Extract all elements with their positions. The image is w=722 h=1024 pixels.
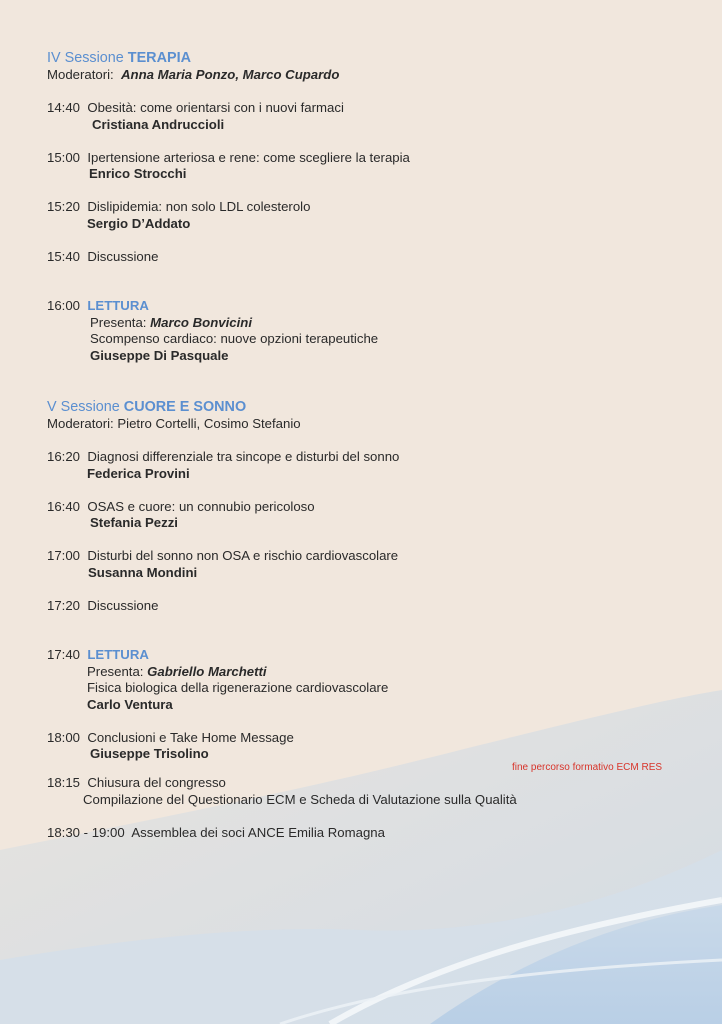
chiusura-title: Chiusura del congresso	[87, 775, 226, 790]
assemblea-title: Assemblea dei soci ANCE Emilia Romagna	[131, 825, 385, 840]
talk-title: Discussione	[87, 598, 159, 613]
talk-time: 15:40	[47, 249, 81, 264]
session4-prefix: IV Sessione	[47, 50, 124, 66]
talk-row	[47, 598, 158, 614]
assemblea-row	[47, 825, 385, 841]
talk-speaker: Enrico Strocchi	[89, 166, 187, 181]
talk-time: 15:00	[47, 150, 81, 165]
talk-time: 16:20	[47, 449, 81, 464]
talk-title: OSAS e cuore: un connubio pericoloso	[87, 499, 315, 514]
talk-time: 15:20	[47, 199, 81, 214]
lecture-presenter-line	[87, 664, 267, 680]
lecture-presenter: Marco Bonvicini	[150, 315, 252, 330]
chiusura-row	[47, 775, 226, 791]
session4-moderators	[47, 67, 339, 83]
talk-row	[47, 249, 158, 265]
talk-speaker: Cristiana Andruccioli	[92, 117, 225, 132]
lecture-speaker: Giuseppe Di Pasquale	[90, 348, 229, 363]
talk-row	[47, 548, 398, 564]
session4-title: TERAPIA	[127, 50, 191, 66]
talk-title: Dislipidemia: non solo LDL colesterolo	[87, 199, 311, 214]
session5-moderators: Moderatori: Pietro Cortelli, Cosimo Stefanio	[47, 416, 301, 431]
moderators-label: Moderatori:	[47, 67, 114, 82]
moderators-names: Anna Maria Ponzo, Marco Cupardo	[121, 67, 340, 82]
session4-heading	[47, 50, 191, 66]
presenta-label: Presenta:	[87, 664, 144, 679]
lecture-time: 17:40	[47, 647, 81, 662]
talk-row	[47, 199, 310, 215]
lecture-row	[47, 647, 149, 663]
conclusions-speaker: Giuseppe Trisolino	[90, 746, 209, 761]
talk-title: Obesità: come orientarsi con i nuovi farmaci	[87, 100, 344, 115]
talk-speaker: Susanna Mondini	[88, 565, 198, 580]
lecture-title: Fisica biologica della rigenerazione cardiovascolare	[87, 680, 389, 695]
talk-speaker: Stefania Pezzi	[90, 515, 178, 530]
talk-title: Disturbi del sonno non OSA e rischio cardiovascolare	[87, 548, 399, 563]
chiusura-time: 18:15	[47, 775, 81, 790]
conclusions-title: Conclusioni e Take Home Message	[87, 730, 294, 745]
talk-row	[47, 100, 344, 116]
lecture-presenter: Gabriello Marchetti	[147, 664, 267, 679]
lecture-label: LETTURA	[87, 298, 149, 313]
talk-row	[47, 499, 315, 515]
talk-row	[47, 150, 410, 166]
talk-title: Discussione	[87, 249, 159, 264]
talk-title: Ipertensione arteriosa e rene: come scegliere la terapia	[87, 150, 410, 165]
conclusions-row	[47, 730, 294, 746]
chiusura-sub: Compilazione del Questionario ECM e Scheda di Valutazione sulla Qualità	[83, 792, 517, 807]
talk-time: 17:20	[47, 598, 81, 613]
lecture-speaker: Carlo Ventura	[87, 697, 173, 712]
talk-time: 17:00	[47, 548, 81, 563]
session5-heading	[47, 399, 246, 415]
talk-time: 16:40	[47, 499, 81, 514]
ecm-note: fine percorso formativo ECM RES	[512, 762, 663, 773]
session5-prefix: V Sessione	[47, 399, 120, 415]
assemblea-time: 18:30 - 19:00	[47, 825, 125, 840]
lecture-title: Scompenso cardiaco: nuove opzioni terapeutiche	[90, 331, 379, 346]
lecture-row	[47, 298, 149, 314]
talk-time: 14:40	[47, 100, 81, 115]
talk-speaker: Federica Provini	[87, 466, 190, 481]
lecture-time: 16:00	[47, 298, 81, 313]
talk-title: Diagnosi differenziale tra sincope e disturbi del sonno	[87, 449, 400, 464]
lecture-label: LETTURA	[87, 647, 149, 662]
conclusions-time: 18:00	[47, 730, 81, 745]
session5-title: CUORE E SONNO	[123, 399, 247, 415]
lecture-presenter-line	[90, 315, 252, 331]
talk-row	[47, 449, 399, 465]
presenta-label: Presenta:	[90, 315, 147, 330]
talk-speaker: Sergio D’Addato	[87, 216, 191, 231]
